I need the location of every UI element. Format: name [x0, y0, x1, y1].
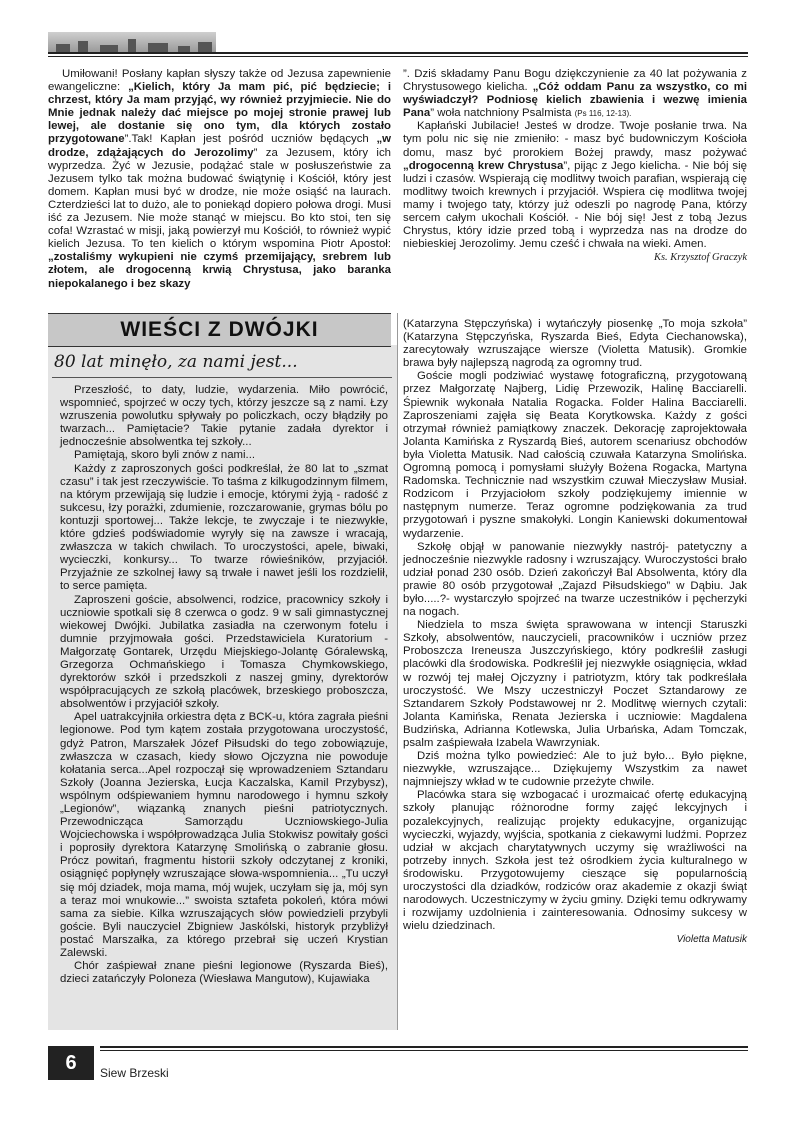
section-paragraph: Niedziela to msza święta sprawowana w intencji Staruszki Szkoły, absolwentów, nauczycieli, pracowników i uczniów przez Proboszcza Ireneusza Juszczyńskiego, który podkreślił zasługi placówki dla środowiska. Podkreślił jej niezwykłe osiągnięcia, wkład w rozwój tej małej Ojczyzny i patriotyzm, który tak podkreślała uroczystość. We Mszy uczestniczył Poczet Sztandarowy ze Sztandarem Szkoły Podstawowej nr 2. Modlitwę wiernych czytali: Jolanta Kamińska, Renata Jezierska i uczniowie: Magdalena Budzińska, Adrianna Kotlewska, Julia Urbańska, Adam Tomczak, psalm zaśpiewała Izabela Wawrzyniak. — [403, 619, 747, 749]
section-paragraph: Zaproszeni goście, absolwenci, rodzice, pracownicy szkoły i uczniowie spotkali się 8 czerwca o godz. 9 w sali gimnastycznej wiekowej Dwójki. Jubilatka zasiadła na czerwonym fotelu i dumnie przyjmowała gości. Przedstawiciela Kuratorium - Małgorzatę Gontarek, Urzędu Miejskiego-Jolantę Góralewską, Grzegorza Ochmańskiego i Tomasza Chymkowskiego, dyrektorów szkół i przedszkoli z naszej gminy, dyrektorów współpracujących ze szkołą placówek, brzeskiego proboszcza, absolwentów i przyjaciół szkoły. — [60, 593, 388, 711]
header-rule-thin — [48, 56, 748, 57]
section-subtitle: 80 lat minęło, za nami jest... — [54, 352, 298, 372]
section-paragraph: Przeszłość, to daty, ludzie, wydarzenia. Miło powrócić, wspomnieć, spojrzeć w oczy tych, którzy jeszcze są z nami. Łzy wzruszenia powolutku spływały po policzkach, oczy błądziły po twarzach... Pamiętacie? Takie pytanie zadała dyrektor i jednocześnie absolwentka tej szkoły... — [60, 384, 388, 449]
footer-rule-thin — [100, 1050, 748, 1051]
column-divider — [397, 313, 398, 1030]
article-column-right — [403, 68, 747, 264]
article-column-left — [48, 68, 391, 291]
article-paragraph: Kapłański Jubilacie! Jesteś w drodze. Twoje posłanie trwa. Na tym polu nic się nie zmieniło: - masz być budowniczym Kościoła domu, masz być prorokiem Bożej prawdy, masz pożywać „drogocenną krew Chrystusa”, pijąc z Jego kielicha. - Nie bój się ludzi i czasów. Wspierają cię modlitwy twoich parafian, wspierają cię modlitwy twoich krewnych i przyjaciół. Wspiera cię modlitwa twojej mamy i twojego taty, którzy już odeszli po nagrodę Pana, którzy sercem całym ukochali Kościół. - Nie bój się! Jest z tobą Jezus Chrystus, który idzie przed tobą i wyprzedza nas na drodze do niebieskiej Jerozolimy. Jemu cześć i chwała na wieki. Amen. — [403, 120, 747, 251]
section-paragraph: Dziś można tylko powiedzieć: Ale to już było... Było piękne, niezwykłe, wzruszające... Dziękujemy Wszystkim za nawet najmniejszy wkład w te cudownie przeżyte chwile. — [403, 750, 747, 789]
section-title: WIEŚCI Z DWÓJKI — [48, 313, 391, 347]
footer-rule — [100, 1046, 748, 1048]
village-photo-icon — [48, 32, 216, 52]
section-paragraph: Szkołę objął w panowanie niezwykły nastrój- patetyczny a jednocześnie niezwykle radosny i wzruszający. Wuroczystości brało udział ponad 230 osób. Dzień zakończył Bal Absolwenta, który dla prawie 80 osób przygotował „Zajazd Piłsudskiego” w Dąbiu. Jak było.....?- wystarczyło spojrzeć na twarze uczestników i pęcherzyki na nogach. — [403, 540, 747, 619]
section-paragraph: Pamiętają, skoro byli znów z nami... — [74, 449, 256, 462]
article-signature: Ks. Krzysztof Graczyk — [653, 252, 747, 264]
section-paragraph: Goście mogli podziwiać wystawę fotograficzną, przygotowaną przez Małgorzatę Najberg, Lidię Przewozik, Halinę Bacciarelli. Śpiewnik wykonała Natalia Rogacka. Folder Halina Bacciarelli. Zaproszeniami zajęła się Beata Korytkowska. Każdy z gości otrzymał również pamiątkowy znaczek. Dekorację zaprojektowała Jolanta Kamińska z Ryszardą Bieś, autorem scenariusz obchodów była Violetta Matusik. Nad całością czuwała Katarzyna Smolińska. Ogromną pomocą i pomysłami służyły Bożena Rogacka, Martyna Radomska. Technicznie nad wszystkim czuwał Mieczysław Musiał. Rodzicom i Przyjaciołom szkoły podziękujemy imiennie w następnym numerze. Teraz ogromne podziękowania za trud przygotowań i pyszne smakołyki. Longin Kaniewski dokumentował wydarzenie. — [403, 370, 747, 540]
section-paragraph: Każdy z zaproszonych gości podkreślał, że 80 lat to „szmat czasu” i tak jest rzeczywiście. To taśma z kilkugodzinnym filmem, na którym przewijają się ludzie i emocje, którymi żyją - radość z sukcesu, łzy porażki, zdumienie, rozczarowanie, grymas bólu po kontuzji sportowej... Także lekcje, te zwyczaje i te niezwykłe, które gdzieś podświadomie wyryły się na zawsze i wracają, zwłaszcza w takich chwilach. To uroczystości, apele, biwaki, wycieczki, konkursy... To twarze rówieśników, przyjaciół. Przyjaźnie ze szkolnej ławy są trwałe i nawet jeśli los rozdzielił, to serce pamięta. — [60, 462, 388, 593]
article-paragraph: Umiłowani! Posłany kapłan słyszy także od Jezusa zapewnienie ewangeliczne: „Kielich, który Ja mam pić, pić będziecie; i chrzest, który Ja mam przyjąć, wy również przyjmiecie. Nie do Mnie jednak należy dać miejsce po mojej stronie prawej lub lewej, ale dostanie się ono tym, dla których zostało przygotowane”.Tak! Kapłan jest pośród uczniów będących „w drodze, zdążających do Jerozolimy” za Jezusem, który ich wyprzedza. Żyć w Jezusie, podążać stale w posłuszeństwie za Jezusem tylko tak można budować świątynię i Kościół, który jest domem. Kapłan musi być w drodze, nie może osiąść na laurach. Czterdzieści lat to dużo, ale to poniekąd dopiero połowa drogi. Musi iść za Jezusem. Nie może stanąć w miejscu. Bo kto stoi, ten się cofa! Wzrastać w misji, jaką powierzył mu Kościół, to również wypić kielich Jezusa. To ten kielich o którym wspomina Piotr Apostoł: „zostaliśmy wykupieni nie czymś przemijający, srebrem lub złotem, ale drogocenną krwią Chrystusa, jako baranka niepokalanego i bez skazy — [48, 68, 391, 290]
section-paragraph: Apel uatrakcyjniła orkiestra dęta z BCK-u, która zagrała pieśni legionowe. Pod tym kątem została przygotowana uroczystość, gdyż Patron, Marszałek Józef Piłsudski do tego zobowiązuje, zwłaszcza w czasach, kiedy słowo Ojczyzna nie powoduje kołatania serca...Apel rozpoczął się wprowadzeniem Sztandaru Szkoły (Joanna Jezierska, Łucja Kaczalska, Kamil Przybysz), wspólnym odśpiewaniem hymnu narodowego i hymnu szkoły „Legionów”, wiązanką znanych pieśni patriotycznych. Przewodnicząca Samorządu Uczniowskiego-Julia Wojciechowska i współprowadząca Julia Stokwisz powitały gości i poprosiły dyrektora Katarzynę Smolińską o zabranie głosu. Prócz powitań, fragmentu historii szkoły odczytanej z kroniki, osiągnięć popłynęły wzruszające słowa-wspomnienia... „Tu uczył się mój dziadek, moja mama, mój wujek, uczyłam się ja, mój syn a teraz moi wnukowie...” swoista sztafeta pokoleń, która mówi sama za siebie. Kilka wzruszających słów powiedzieli przybyli goście. Byli nauczyciel Zbigniew Jaskólski, historyk przybliżył postać Marszałka, za którego przebrał się uczeń Krystian Zalewski. — [60, 711, 388, 960]
section-paragraph: Placówka stara się wzbogacać i urozmaicać ofertę edukacyjną szkoły planując różnorodne formy zajęć lekcyjnych i pozalekcyjnych, realizując projekty edukacyjne, organizując wycieczki, wyjazdy, wyjścia, spotkania z ciekawymi ludźmi. Poprzez udział w akcjach charytatywnych uczymy się wrażliwości na potrzeby innych. Szkoła jest też ośrodkiem życia kulturalnego w środowisku. Przygotowujemy cieszące się popularnością uroczystości dla dziadków, rodziców oraz akademie z okazji świąt narodowych. Uczestniczymy w życiu gminy. Dzięki temu odkrywamy i rozwijamy uzdolnienia i zainteresowania. Odnosimy sukcesy w wielu dziedzinach. — [403, 789, 747, 933]
header-rule — [48, 52, 748, 54]
section-column-left — [60, 384, 388, 986]
page-number: 6 — [48, 1046, 94, 1080]
section-paragraph-continued: (Katarzyna Stępczyńska) i wytańczyły piosenkę „To moja szkoła” (Katarzyna Stępczyńska, Ryszarda Bieś, Edyta Ciechanowska), zarecytowały wzruszające wiersze (Violetta Matusik). Gromkie brawa były najlepszą nagrodą za ogromny trud. — [403, 318, 747, 370]
section-signature: Violetta Matusik — [676, 934, 747, 946]
subtitle-rule — [52, 377, 392, 378]
section-column-right — [403, 318, 747, 947]
article-paragraph-continued: ”. Dziś składamy Panu Bogu dziękczynienie za 40 lat pożywania z Chrystusowego kielicha. „Cóż oddam Panu za wszystko, co mi wyświadczył? Podniosę kielich zbawienia i wezwę imienia Pana” woła natchniony Psalmista (Ps 116, 12-13). — [403, 68, 747, 120]
section-paragraph: Chór zaśpiewał znane pieśni legionowe (Ryszarda Bieś), dzieci zatańczyły Poloneza (Wiesława Mangutow), Kujawiaka — [60, 960, 388, 986]
publication-title: Siew Brzeski — [100, 1066, 169, 1080]
